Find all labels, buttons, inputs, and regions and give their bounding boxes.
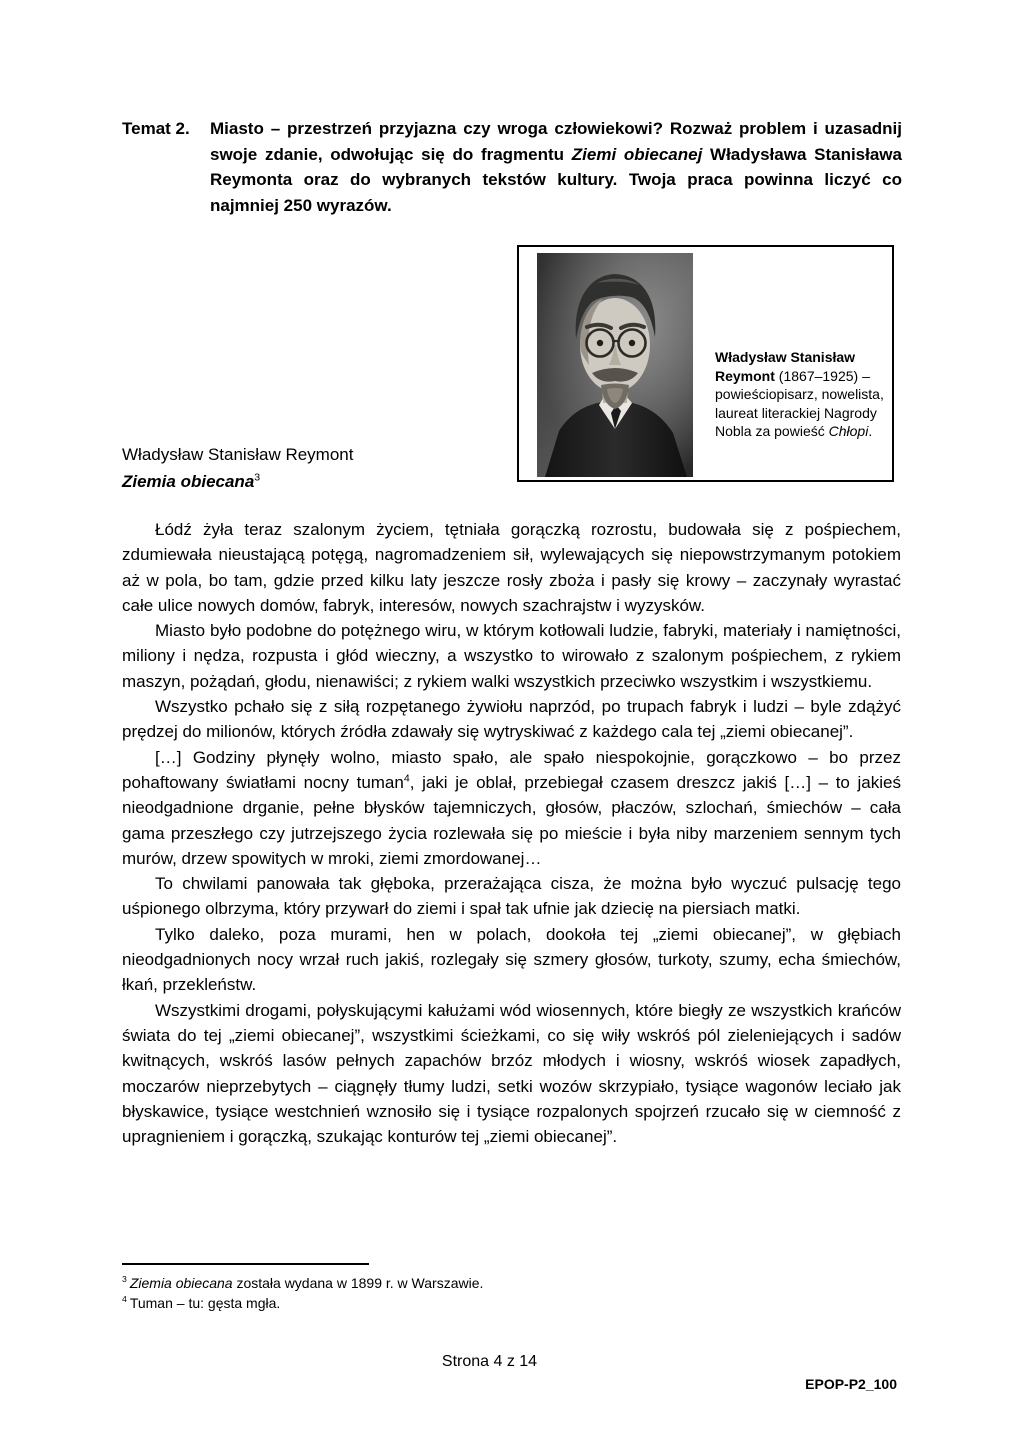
caption-author-name: Władysław Stanisław Reymont — [715, 349, 856, 384]
footnote-3-ref: 3 — [122, 1274, 127, 1285]
page-number: Strona 4 z 14 — [441, 1353, 538, 1370]
excerpt-paragraph-7: Wszystkimi drogami, połyskującymi kałużami wód wiosennych, które biegły ze wszystkich krańców świata do tej „ziemi obiecanej”, wszystkimi ścieżkami, co się wiły wskróś pól zieleniejących i sadów kwitnących, wskróś lasów pełnych zapachów brzóz młodych i wiosny, wskróś wiosek zapadłych, moczarów nieprzebytych – ciągnęły tłumy ludzi, setki wozów skrzypiało, tysiące wagonów leciało jak błyskawice, tysiące westchnień wznosiło się i tysiące rozpalonych spojrzeń rzucało się w ciemność z upragnieniem i gorączką, szukając konturów tej „ziemi obiecanej”. — [122, 1000, 901, 1147]
source-attribution — [122, 441, 353, 495]
caption-novel-title: Chłopi — [828, 423, 869, 439]
source-title: Ziemia obiecana — [122, 472, 255, 491]
paragraph-4-after-sup: , jaki je oblał, przebiegał czasem dreszcz jakiś […] – to jakieś nieodgadnione drganie, pełne błysków tajemniczych, głosów, płaczów, szlochań, śmiechów – cała gama przeszłego czy jutrzejszego życia rozlewała się po mieście i była niby marzeniem sennym tych murów, drzew spowitych w mroki, ziemi zmordowanej… — [122, 772, 901, 868]
footnote-divider — [122, 1263, 369, 1265]
excerpt-text — [122, 517, 901, 1149]
excerpt-paragraph-3: Wszystko pchało się z siłą rozpętanego żywiołu naprzód, po trupach fabryk i ludzi – byle zdążyć prędzej do milionów, których źródła zdawały się wytryskiwać z każdego cala tej „ziemi obiecanej”. — [122, 697, 901, 742]
paragraph-4-before-sup: […] Godziny płynęły wolno, miasto spało, ale spało niespokojnie, gorączkowo – bo przez pohaftowany światłami nocny tuman — [122, 747, 901, 792]
task-text-after: Władysława Stanisława Reymonta oraz do wybranych tekstów kultury. Twoja praca powinna liczyć co najmniej 250 wyrazów. — [210, 144, 902, 215]
task-number-label: Temat 2. — [122, 119, 190, 138]
excerpt-paragraph-1: Łódź żyła teraz szalonym życiem, tętniała gorączką rozrostu, budowała się z pośpiechem, zdumiewała nieustającą potęgą, nagromadzeniem sił, wylewających się niepowstrzymanym potokiem aż w pola, bo tam, gdzie przed kilku laty jeszcze rosły zboża i pasły się krowy – zaczynały wyrastać całe ulice nowych domów, fabryk, interesów, nowych szachrajstw i wyzysków. — [122, 520, 901, 615]
source-title-line — [122, 468, 353, 495]
photo-caption — [715, 348, 891, 441]
footnote-3-title: Ziemia obiecana — [129, 1275, 233, 1291]
source-author: Władysław Stanisław Reymont — [122, 445, 354, 464]
footnotes-section — [122, 1263, 902, 1313]
task-text-before: Miasto – przestrzeń przyjazna czy wroga człowiekowi? Rozważ problem i uzasadnij swoje zdanie, odwołując się do fragmentu — [210, 119, 902, 164]
task-title-italic: Ziemi obiecanej — [571, 144, 703, 164]
footnote-3 — [122, 1274, 902, 1294]
portrait-photo-illustration — [537, 253, 693, 477]
caption-bio-text: (1867–1925) – powieściopisarz, nowelista, laureat literackiej Nagrody Nobla za powieść — [715, 367, 884, 439]
footnote-4-text: Tuman – tu: gęsta mgła. — [129, 1294, 281, 1311]
footnote-4-ref: 4 — [122, 1293, 127, 1304]
footnote-3-text: została wydana w 1899 r. w Warszawie. — [232, 1275, 484, 1291]
excerpt-paragraph-6: Tylko daleko, poza murami, hen w polach, dookoła tej „ziemi obiecanej”, w głębiach nieodgadnionych nocy wrzał ruch jakiś, rozlegały się szmery głosów, turkoty, szumy, echa śmiechów, łkań, przekleństw. — [122, 924, 901, 995]
footnote-4 — [122, 1294, 902, 1314]
excerpt-paragraph-2: Miasto było podobne do potężnego wiru, w którym kotłowali ludzie, fabryki, materiały i namiętności, miliony i nędza, rozpusta i głód wieczny, a wszystko to wirowało z szalonym pośpiechem, z rykiem maszyn, pożądań, głodu, nienawiści; z rykiem walki wszystkich przeciwko wszystkim i wszystkiemu. — [122, 621, 901, 691]
excerpt-paragraph-4 — [122, 745, 901, 871]
task-instruction-text — [210, 116, 902, 218]
excerpt-paragraph-5: To chwilami panowała tak głęboka, przerażająca cisza, że można było wyczuć pulsację tego uśpionego olbrzyma, który przywarł do ziemi i spał tak ufnie jak dziecię na piersiach matki. — [122, 874, 901, 919]
caption-period: . — [868, 423, 873, 439]
footnote-4-marker: 4 — [403, 772, 410, 785]
reymont-photo — [537, 253, 693, 477]
task-heading — [122, 116, 902, 218]
source-footnote-ref: 3 — [254, 471, 261, 484]
author-info-box — [517, 245, 894, 482]
exam-sheet-code: EPOP-P2_100 — [805, 1376, 897, 1392]
